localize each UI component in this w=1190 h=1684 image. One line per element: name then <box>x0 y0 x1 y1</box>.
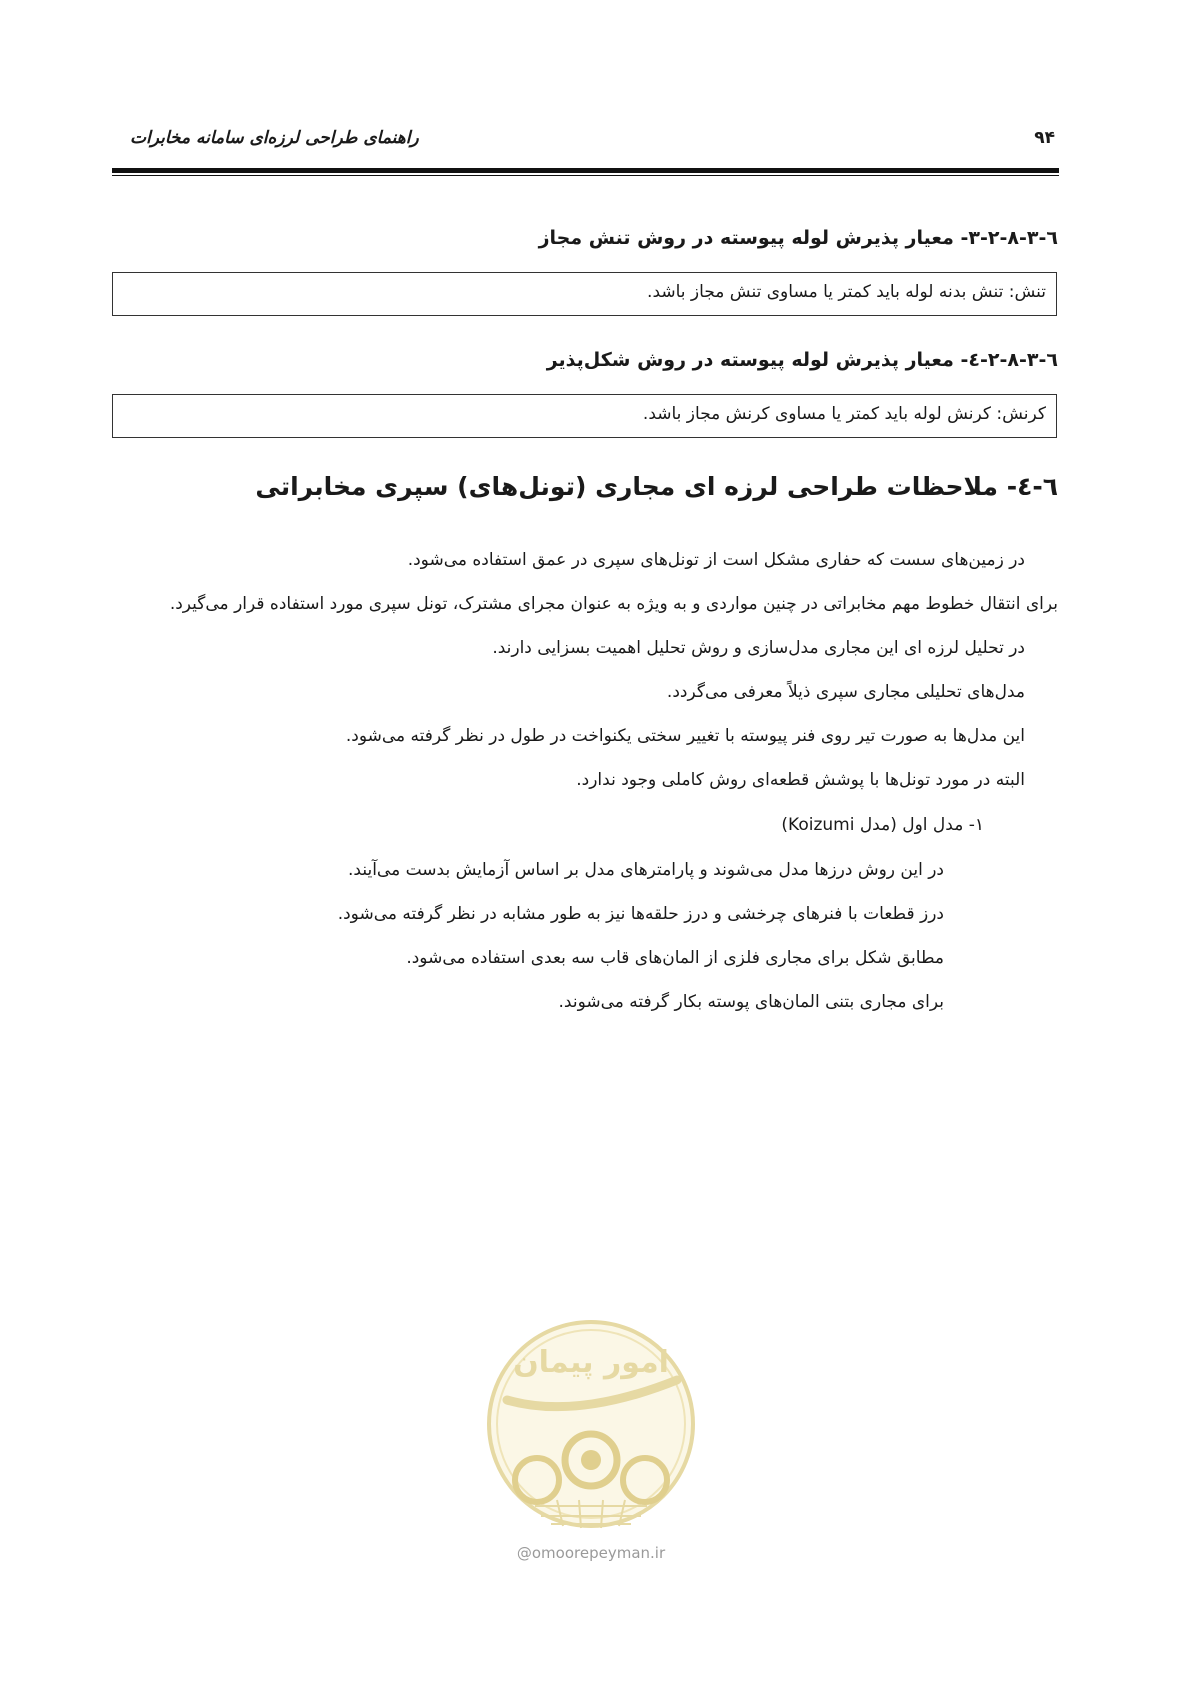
header-rule-thin <box>112 175 1059 176</box>
paragraph-line: البته در مورد تونل‌ها با پوشش قطعه‌ای روش کاملی وجود ندارد. <box>576 770 1025 790</box>
watermark-logo <box>487 1310 695 1540</box>
paragraph-line: برای انتقال خطوط مهم مخابراتی در چنین مواردی و به ویژه به عنوان مجرای مشترک، تونل سپری مورد استفاده قرار می‌گیرد. <box>169 594 1058 614</box>
list-item: برای مجاری بتنی المان‌های پوسته بکار گرفته می‌شوند. <box>558 992 944 1012</box>
criterion-text: کرنش: کرنش لوله باید کمتر یا مساوی کرنش مجاز باشد. <box>642 404 1046 424</box>
criterion-box <box>112 394 1057 438</box>
paragraph-line: مدل‌های تحلیلی مجاری سپری ذیلاً معرفی می‌گردد. <box>666 682 1025 702</box>
header-rule-thick <box>112 168 1059 173</box>
watermark <box>487 1310 695 1570</box>
paragraph-line: در تحلیل لرزه ای این مجاری مدل‌سازی و روش تحلیل اهمیت بسزایی دارند. <box>492 638 1025 658</box>
page-header <box>112 128 1059 152</box>
list-item: مطابق شکل برای مجاری فلزی از المان‌های قاب سه بعدی استفاده می‌شود. <box>406 948 944 968</box>
paragraph-line: این مدل‌ها به صورت تیر روی فنر پیوسته با تغییر سختی یکنواخت در طول در نظر گرفته می‌شود. <box>345 726 1025 746</box>
list-item: در این روش درزها مدل می‌شوند و پارامترهای مدل بر اساس آزمایش بدست می‌آیند. <box>348 860 944 880</box>
list-item: درز قطعات با فنرهای چرخشی و درز حلقه‌ها نیز به طور مشابه در نظر گرفته می‌شود. <box>337 904 944 924</box>
subsection-heading: ٦-٣-٨-٢-٣- معیار پذیرش لوله پیوسته در روش تنش مجاز <box>538 227 1058 249</box>
list-title: ١- مدل اول (مدل Koizumi) <box>781 815 984 835</box>
criterion-box <box>112 272 1057 316</box>
criterion-text: تنش: تنش بدنه لوله باید کمتر یا مساوی تنش مجاز باشد. <box>647 282 1046 302</box>
subsection-heading: ٦-٣-٨-٢-٤- معیار پذیرش لوله پیوسته در روش شکل‌پذیر <box>546 349 1058 371</box>
page-number: ۹۴ <box>1034 128 1055 148</box>
running-title: راهنمای طراحی لرزه‌ای سامانه مخابرات <box>130 128 419 148</box>
paragraph-line: در زمین‌های سست که حفاری مشکل است از تونل‌های سپری در عمق استفاده می‌شود. <box>407 550 1025 570</box>
watermark-url: @omoorepeyman.ir <box>516 1544 666 1562</box>
section-heading: ٦-٤- ملاحظات طراحی لرزه ای مجاری (تونل‌های) سپری مخابراتی <box>255 472 1058 501</box>
watermark-logo-text: امور پیمان <box>513 1345 669 1380</box>
